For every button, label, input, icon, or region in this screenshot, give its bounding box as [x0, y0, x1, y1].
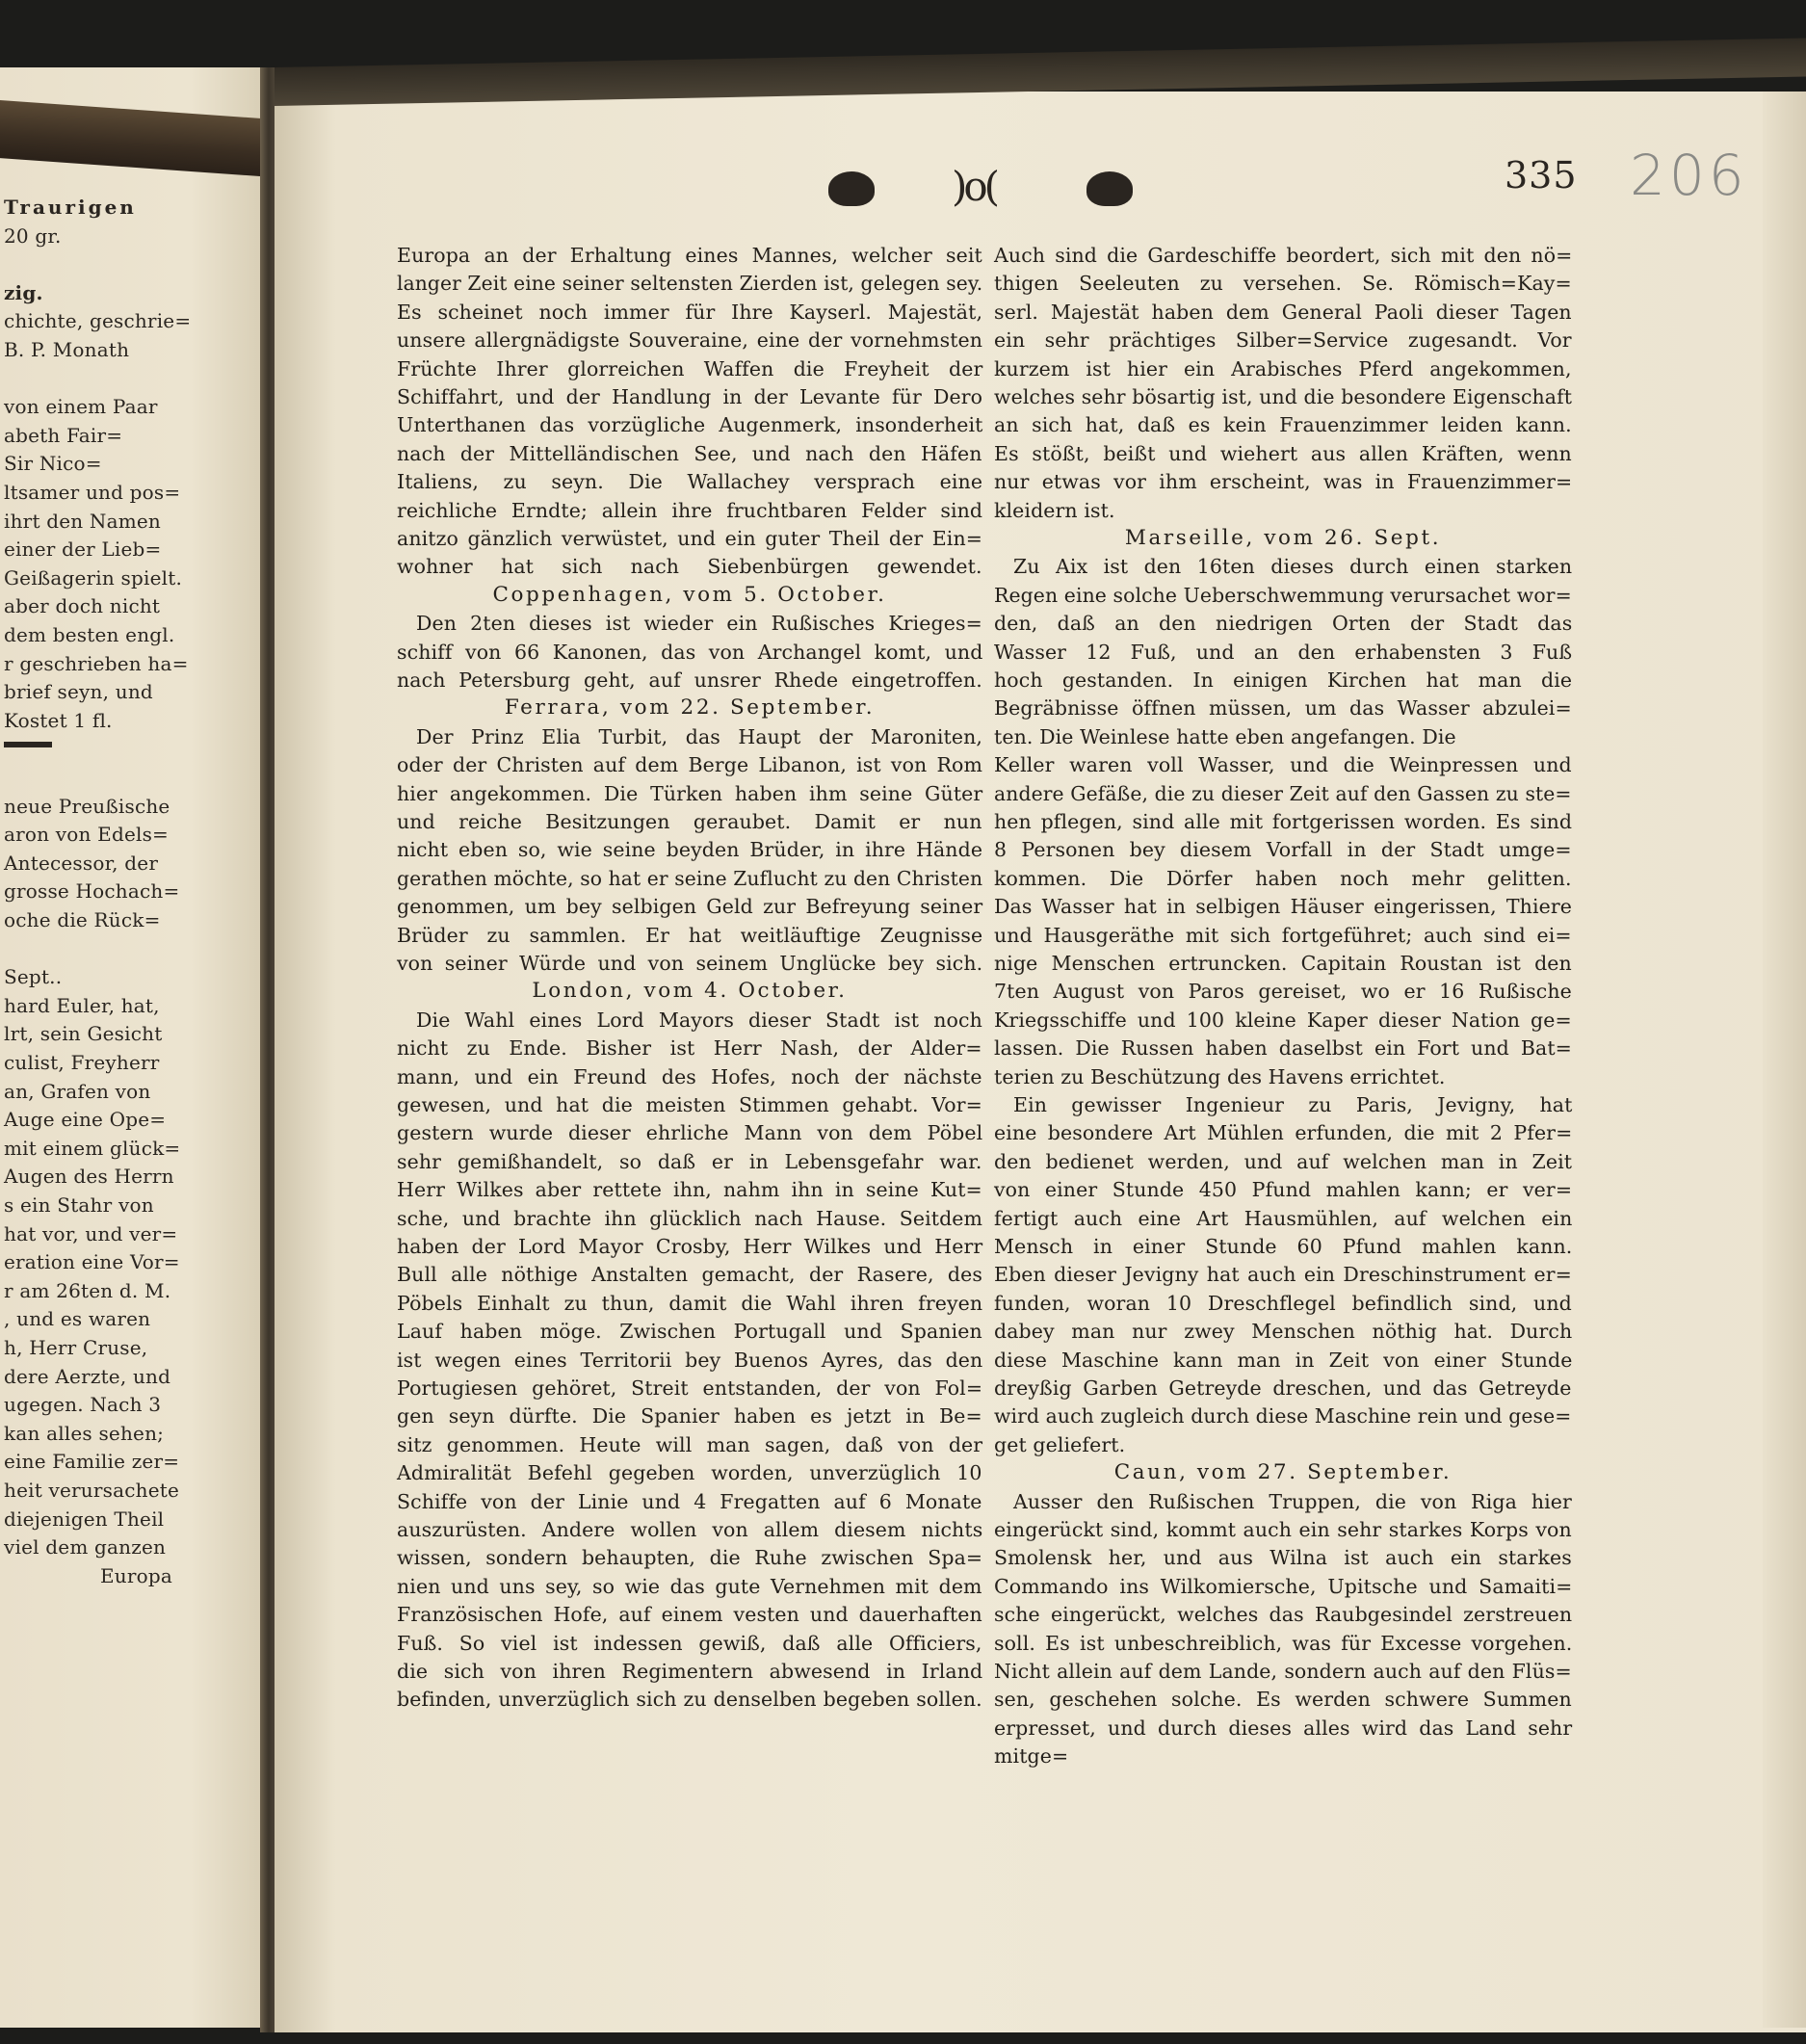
paragraph-line: Den 2ten dieses ist wieder ein Rußisches Krieges=: [416, 612, 982, 636]
paragraph-line: Kriegsschiffe und 100 kleine Kaper dieser Nation ge=: [994, 1008, 1572, 1032]
left-page-line: hard Euler, hat,: [4, 993, 160, 1017]
left-page-line: aron von Edels=: [4, 823, 169, 847]
book-edge: [0, 100, 272, 178]
dateline-heading: Ferrara, vom 22. September.: [504, 695, 876, 721]
paragraph-line: nach Petersburg geht, auf unsrer Rhede eingetroffen.: [397, 668, 982, 692]
left-page-line: Sept..: [4, 965, 63, 989]
left-page-line: grosse Hochach=: [4, 879, 180, 904]
paragraph-line: genommen, um bey selbigen Geld zur Befreyung seiner: [397, 895, 983, 919]
paragraph-line: ist wegen eines Territorii bey Buenos Ayres, das den: [397, 1348, 983, 1372]
paragraph-line: Italiens, zu seyn. Die Wallachey versprach eine: [397, 470, 983, 494]
left-page-line: r geschrieben ha=: [4, 651, 189, 675]
paragraph-line: Der Prinz Elia Turbit, das Haupt der Maroniten,: [416, 724, 983, 748]
page-number: 335: [1505, 154, 1578, 197]
paragraph-line: ten. Die Weinlese hatte eben angefangen. Die: [994, 724, 1456, 748]
paragraph-line: mitge=: [994, 1744, 1069, 1769]
left-page-line: dere Aerzte, und: [4, 1364, 171, 1388]
paragraph-line: gen seyn dürfte. Die Spanier haben es jetzt in Be=: [397, 1404, 982, 1428]
left-page-line: aber doch nicht: [4, 594, 161, 618]
paragraph-line: 8 Personen bey diesem Vorfall in der Stadt umge=: [994, 838, 1572, 862]
paragraph-line: terien zu Beschützung des Havens errichtet.: [994, 1064, 1446, 1088]
paragraph-line: wissen, sondern behaupten, die Ruhe zwischen Spa=: [397, 1546, 983, 1570]
left-page-line: Geißagerin spielt.: [4, 565, 183, 590]
paragraph-line: Herr Wilkes aber rettete ihn, nahm ihn in seine Kut=: [397, 1178, 982, 1202]
paragraph-line: Eben dieser Jevigny hat auch ein Dreschinstrument er=: [994, 1263, 1572, 1287]
paragraph-line: auszurüsten. Andere wollen von allem diesem nichts: [397, 1518, 983, 1541]
dateline-heading: London, vom 4. October.: [532, 979, 848, 1004]
left-page-line: Sir Nico=: [4, 452, 102, 476]
paragraph-line: kurzem ist hier ein Arabisches Pferd angekommen,: [994, 356, 1572, 380]
left-page-line: Antecessor, der: [4, 851, 159, 875]
paragraph-line: Brüder zu sammlen. Er hat weitläuftige Zeugnisse: [397, 923, 983, 947]
left-page-line: h, Herr Cruse,: [4, 1336, 148, 1359]
paragraph-line: reichliche Erndte; allein ihre fruchtbaren Felder sind: [397, 498, 983, 522]
left-page-line: oche die Rück=: [4, 908, 161, 931]
paragraph-line: kleidern ist.: [994, 498, 1115, 522]
paragraph-line: Ein gewisser Ingenieur zu Paris, Jevigny, hat: [1013, 1093, 1573, 1116]
paragraph-line: welches sehr bösartig ist, und die besondere Eigenschaft: [994, 385, 1573, 408]
paragraph-line: gerathen möchte, so hat er seine Zuflucht zu den Christen: [397, 866, 983, 890]
paragraph-line: Keller waren voll Wasser, und die Weinpressen und: [994, 753, 1572, 777]
paragraph-line: nien und uns sey, so wie das gute Vernehmen mit dem: [397, 1574, 982, 1598]
paragraph-line: Das Wasser hat in selbigen Häuser eingerissen, Thiere: [994, 895, 1572, 919]
paragraph-line: Smolensk her, und aus Wilna ist auch ein starkes: [994, 1546, 1572, 1570]
paragraph-line: Zu Aix ist den 16ten dieses durch einen starken: [1013, 555, 1573, 579]
paragraph-line: und Hausgeräthe mit sich fortgeführet; auch sind ei=: [994, 923, 1572, 947]
paragraph-line: eingerückt sind, kommt auch ein sehr starkes Korps von: [994, 1518, 1572, 1541]
paragraph-line: Ausser den Rußischen Truppen, die von Riga hier: [1013, 1489, 1572, 1513]
paragraph-line: sche eingerückt, welches das Raubgesindel zerstreuen: [994, 1603, 1573, 1627]
left-page-line: viel dem ganzen: [4, 1535, 167, 1559]
paragraph-line: Fuß. So viel ist indessen gewiß, daß alle Officiers,: [397, 1631, 982, 1655]
left-page-line: brief seyn, und: [4, 680, 153, 704]
paragraph-line: Mensch in einer Stunde 60 Pfund mahlen kann.: [994, 1235, 1573, 1258]
left-page-line: lrt, sein Gesicht: [4, 1022, 163, 1046]
shell-ornament-icon: [1086, 171, 1133, 206]
left-page-line: Augen des Herrn: [4, 1165, 174, 1189]
paragraph-line: Nicht allein auf dem Lande, sondern auch auf den Flüs=: [994, 1660, 1572, 1683]
paragraph-line: nicht zu Ende. Bisher ist Herr Nash, der Alder=: [397, 1036, 982, 1061]
paragraph-line: nach der Mittelländischen See, und nach den Häfen: [397, 441, 982, 465]
paragraph-line: gestern wurde dieser ehrliche Mann von dem Pöbel: [397, 1121, 983, 1145]
paragraph-line: an sich hat, daß es kein Frauenzimmer leiden kann.: [994, 413, 1572, 437]
left-page-line: ltsamer und pos=: [4, 481, 181, 504]
left-page-line: dem besten engl.: [4, 623, 175, 646]
center-ornament: )o(: [952, 163, 997, 210]
paragraph-line: nicht eben so, wie seine beyden Brüder, in ihre Hände: [397, 838, 983, 862]
page-edge: [1763, 92, 1806, 2028]
left-page-line: 20 gr.: [4, 223, 62, 248]
left-page-line: neue Preußische: [4, 794, 170, 818]
paragraph-line: den bedienet werden, und auf welchen man in Zeit: [994, 1149, 1573, 1173]
left-page-line: an, Grafen von: [4, 1079, 151, 1103]
paragraph-line: Französischen Hofe, auf einem vesten und dauerhaften: [397, 1603, 982, 1627]
paragraph-line: fertigt auch eine Art Hausmühlen, auf welchen ein: [994, 1206, 1573, 1230]
paragraph-line: den, daß an den niedrigen Orten der Stadt das: [994, 612, 1573, 636]
paragraph-line: befinden, unverzüglich sich zu denselben begeben sollen.: [397, 1688, 982, 1712]
left-page-line: s ein Stahr von: [4, 1193, 154, 1217]
paragraph-line: langer Zeit eine seiner seltensten Zierden ist, gelegen sey.: [397, 272, 983, 296]
left-page-line: hat vor, und ver=: [4, 1221, 178, 1245]
paragraph-line: Europa an der Erhaltung eines Mannes, welcher seit: [397, 244, 982, 267]
paragraph-line: Lauf haben möge. Zwischen Portugall und Spanien: [397, 1320, 982, 1344]
paragraph-line: eine besondere Art Mühlen erfunden, die mit 2 Pfer=: [994, 1121, 1573, 1145]
paragraph-line: Auch sind die Gardeschiffe beordert, sich mit den nö=: [994, 244, 1573, 267]
paragraph-line: sen, geschehen solche. Es werden schwere Summen: [994, 1688, 1572, 1712]
left-page-line: Auge eine Ope=: [4, 1108, 167, 1132]
shell-ornament-icon: [828, 171, 875, 206]
paragraph-line: Es stößt, beißt und wiehert aus allen Kräften, wenn: [994, 441, 1572, 465]
paragraph-line: Begräbnisse öffnen müssen, um das Wasser abzulei=: [994, 696, 1572, 721]
paragraph-line: dreyßig Garben Getreyde dreschen, und das Getreyde: [994, 1376, 1572, 1400]
left-page-line: eine Familie zer=: [4, 1450, 180, 1474]
paragraph-line: erpresset, und durch dieses alles wird das Land sehr: [994, 1716, 1573, 1740]
paragraph-line: hen pflegen, sind alle mit fortgerissen worden. Es sind: [994, 810, 1573, 833]
left-page-line: zig.: [4, 280, 43, 304]
paragraph-line: andere Gefäße, die zu dieser Zeit auf den Gassen zu ste=: [994, 781, 1572, 805]
paragraph-line: soll. Es ist unbeschreiblich, was für Excesse vorgehen.: [994, 1631, 1573, 1655]
paragraph-line: Admiralität Befehl gegeben worden, unverzüglich 10: [397, 1461, 982, 1485]
paragraph-line: sche, und brachte ihn glücklich nach Hause. Seitdem: [397, 1206, 983, 1230]
left-page-line: B. P. Monath: [4, 338, 130, 361]
paragraph-line: Unterthanen das vorzügliche Augenmerk, insonderheit: [397, 413, 983, 437]
paragraph-line: nur etwas vor ihm erscheint, was in Frauenzimmer=: [994, 470, 1573, 494]
paragraph-line: Regen eine solche Ueberschwemmung verursachet wor=: [994, 583, 1572, 607]
left-page-line: eration eine Vor=: [4, 1250, 180, 1274]
left-page-line: ihrt den Namen: [4, 509, 162, 533]
paragraph-line: von seiner Würde und von seinem Unglücke bey sich.: [397, 952, 983, 975]
left-page-line: , und es waren: [4, 1307, 151, 1331]
paragraph-line: nige Menschen ertruncken. Capitain Roustan ist den: [994, 952, 1572, 975]
paragraph-line: oder der Christen auf dem Berge Libanon, ist von Rom: [397, 753, 983, 777]
section-rule: [4, 742, 52, 747]
paragraph-line: von einer Stunde 450 Pfund mahlen kann; er ver=: [994, 1178, 1573, 1202]
paragraph-line: Commando ins Wilkomiersche, Upitsche und Samaiti=: [994, 1574, 1573, 1598]
paragraph-line: Pöbels Einhalt zu thun, damit die Wahl ihren freyen: [397, 1291, 983, 1315]
paragraph-line: Früchte Ihrer glorreichen Waffen die Freyheit der: [397, 356, 983, 380]
dateline-heading: Marseille, vom 26. Sept.: [1124, 526, 1442, 550]
paragraph-line: 7ten August von Paros gereiset, wo er 16 Rußische: [994, 980, 1572, 1004]
page-header: [828, 162, 1137, 220]
paragraph-line: Bull alle nöthige Anstalten gemacht, der Rasere, des: [397, 1263, 982, 1287]
paragraph-line: Schiffahrt, und der Handlung in der Levante für Dero: [397, 385, 983, 408]
left-page-line: diejenigen Theil: [4, 1507, 165, 1531]
paragraph-line: unsere allergnädigste Souveraine, eine der vornehmsten: [397, 328, 983, 353]
handwritten-folio-number: 206: [1630, 143, 1748, 208]
left-page-line: kan alles sehen;: [4, 1421, 165, 1445]
paragraph-line: anitzo gänzlich verwüstet, und ein guter Theil der Ein=: [397, 527, 983, 550]
paragraph-line: ein sehr prächtiges Silber=Service zugesandt. Vor: [994, 328, 1572, 353]
paragraph-line: thigen Seeleuten zu versehen. Se. Römisch=Kay=: [994, 272, 1572, 296]
paragraph-line: Schiffe von der Linie und 4 Fregatten auf 6 Monate: [397, 1489, 982, 1513]
left-page-line: culist, Freyherr: [4, 1051, 160, 1074]
paragraph-line: diese Maschine kann man in Zeit von einer Stunde: [994, 1348, 1573, 1372]
left-page-line: Traurigen: [4, 196, 137, 219]
left-page-line: von einem Paar: [4, 395, 158, 419]
left-page: [0, 67, 272, 2028]
left-page-line: r am 26ten d. M.: [4, 1278, 171, 1302]
paragraph-line: die sich von ihren Regimentern abwesend in Irland: [397, 1660, 983, 1683]
paragraph-line: sitz genommen. Heute will man sagen, daß von der: [397, 1432, 983, 1456]
left-page-line: mit einem glück=: [4, 1136, 181, 1160]
paragraph-line: schiff von 66 Kanonen, das von Archangel komt, und: [397, 640, 983, 664]
left-page-line: chichte, geschrie=: [4, 309, 192, 333]
paragraph-line: haben der Lord Mayor Crosby, Herr Wilkes und Herr: [397, 1235, 983, 1258]
paragraph-line: hier angekommen. Die Türken haben ihm seine Güter: [397, 781, 983, 805]
paragraph-line: get geliefert.: [994, 1432, 1126, 1456]
left-page-line: abeth Fair=: [4, 423, 123, 447]
paragraph-line: dabey man nur zwey Menschen nöthig hat. Durch: [994, 1320, 1573, 1344]
dateline-heading: Coppenhagen, vom 5. October.: [492, 582, 887, 607]
paragraph-line: mann, und ein Freund des Hofes, noch der nächste: [397, 1064, 982, 1088]
paragraph-line: hoch gestanden. In einigen Kirchen hat man die: [994, 668, 1573, 692]
left-page-line: einer der Lieb=: [4, 537, 162, 562]
paragraph-line: funden, woran 10 Dreschflegel befindlich sind, und: [994, 1291, 1572, 1315]
left-page-line: Kostet 1 fl.: [4, 708, 113, 732]
left-page-line: heit verursachete: [4, 1479, 180, 1502]
paragraph-line: lassen. Die Russen haben daselbst ein Fort und Bat=: [994, 1036, 1572, 1061]
paragraph-line: Portugiesen gehöret, Streit entstanden, der von Fol=: [397, 1376, 983, 1400]
left-page-line: ugegen. Nach 3: [4, 1393, 162, 1417]
paragraph-line: kommen. Die Dörfer haben noch mehr gelitten.: [994, 866, 1572, 890]
paragraph-line: gewesen, und hat die meisten Stimmen gehabt. Vor=: [397, 1093, 982, 1116]
paragraph-line: serl. Majestät haben dem General Paoli dieser Tagen: [994, 300, 1572, 324]
paragraph-line: wohner hat sich nach Siebenbürgen gewendet.: [397, 555, 982, 579]
paragraph-line: und reiche Besitzungen geraubet. Damit er nun: [397, 810, 982, 833]
paragraph-line: sehr gemißhandelt, so daß er in Lebensgefahr war.: [397, 1149, 982, 1173]
dateline-heading: Caun, vom 27. September.: [1113, 1460, 1453, 1485]
paragraph-line: Wasser 12 Fuß, und an den erhabensten 3 Fuß: [994, 640, 1573, 664]
paragraph-line: Die Wahl eines Lord Mayors dieser Stadt ist noch: [416, 1008, 982, 1032]
paragraph-line: Es scheinet noch immer für Ihre Kayserl. Majestät,: [397, 300, 983, 324]
paragraph-line: wird auch zugleich durch diese Maschine rein und gese=: [994, 1404, 1572, 1428]
left-page-line: Europa: [100, 1563, 173, 1587]
